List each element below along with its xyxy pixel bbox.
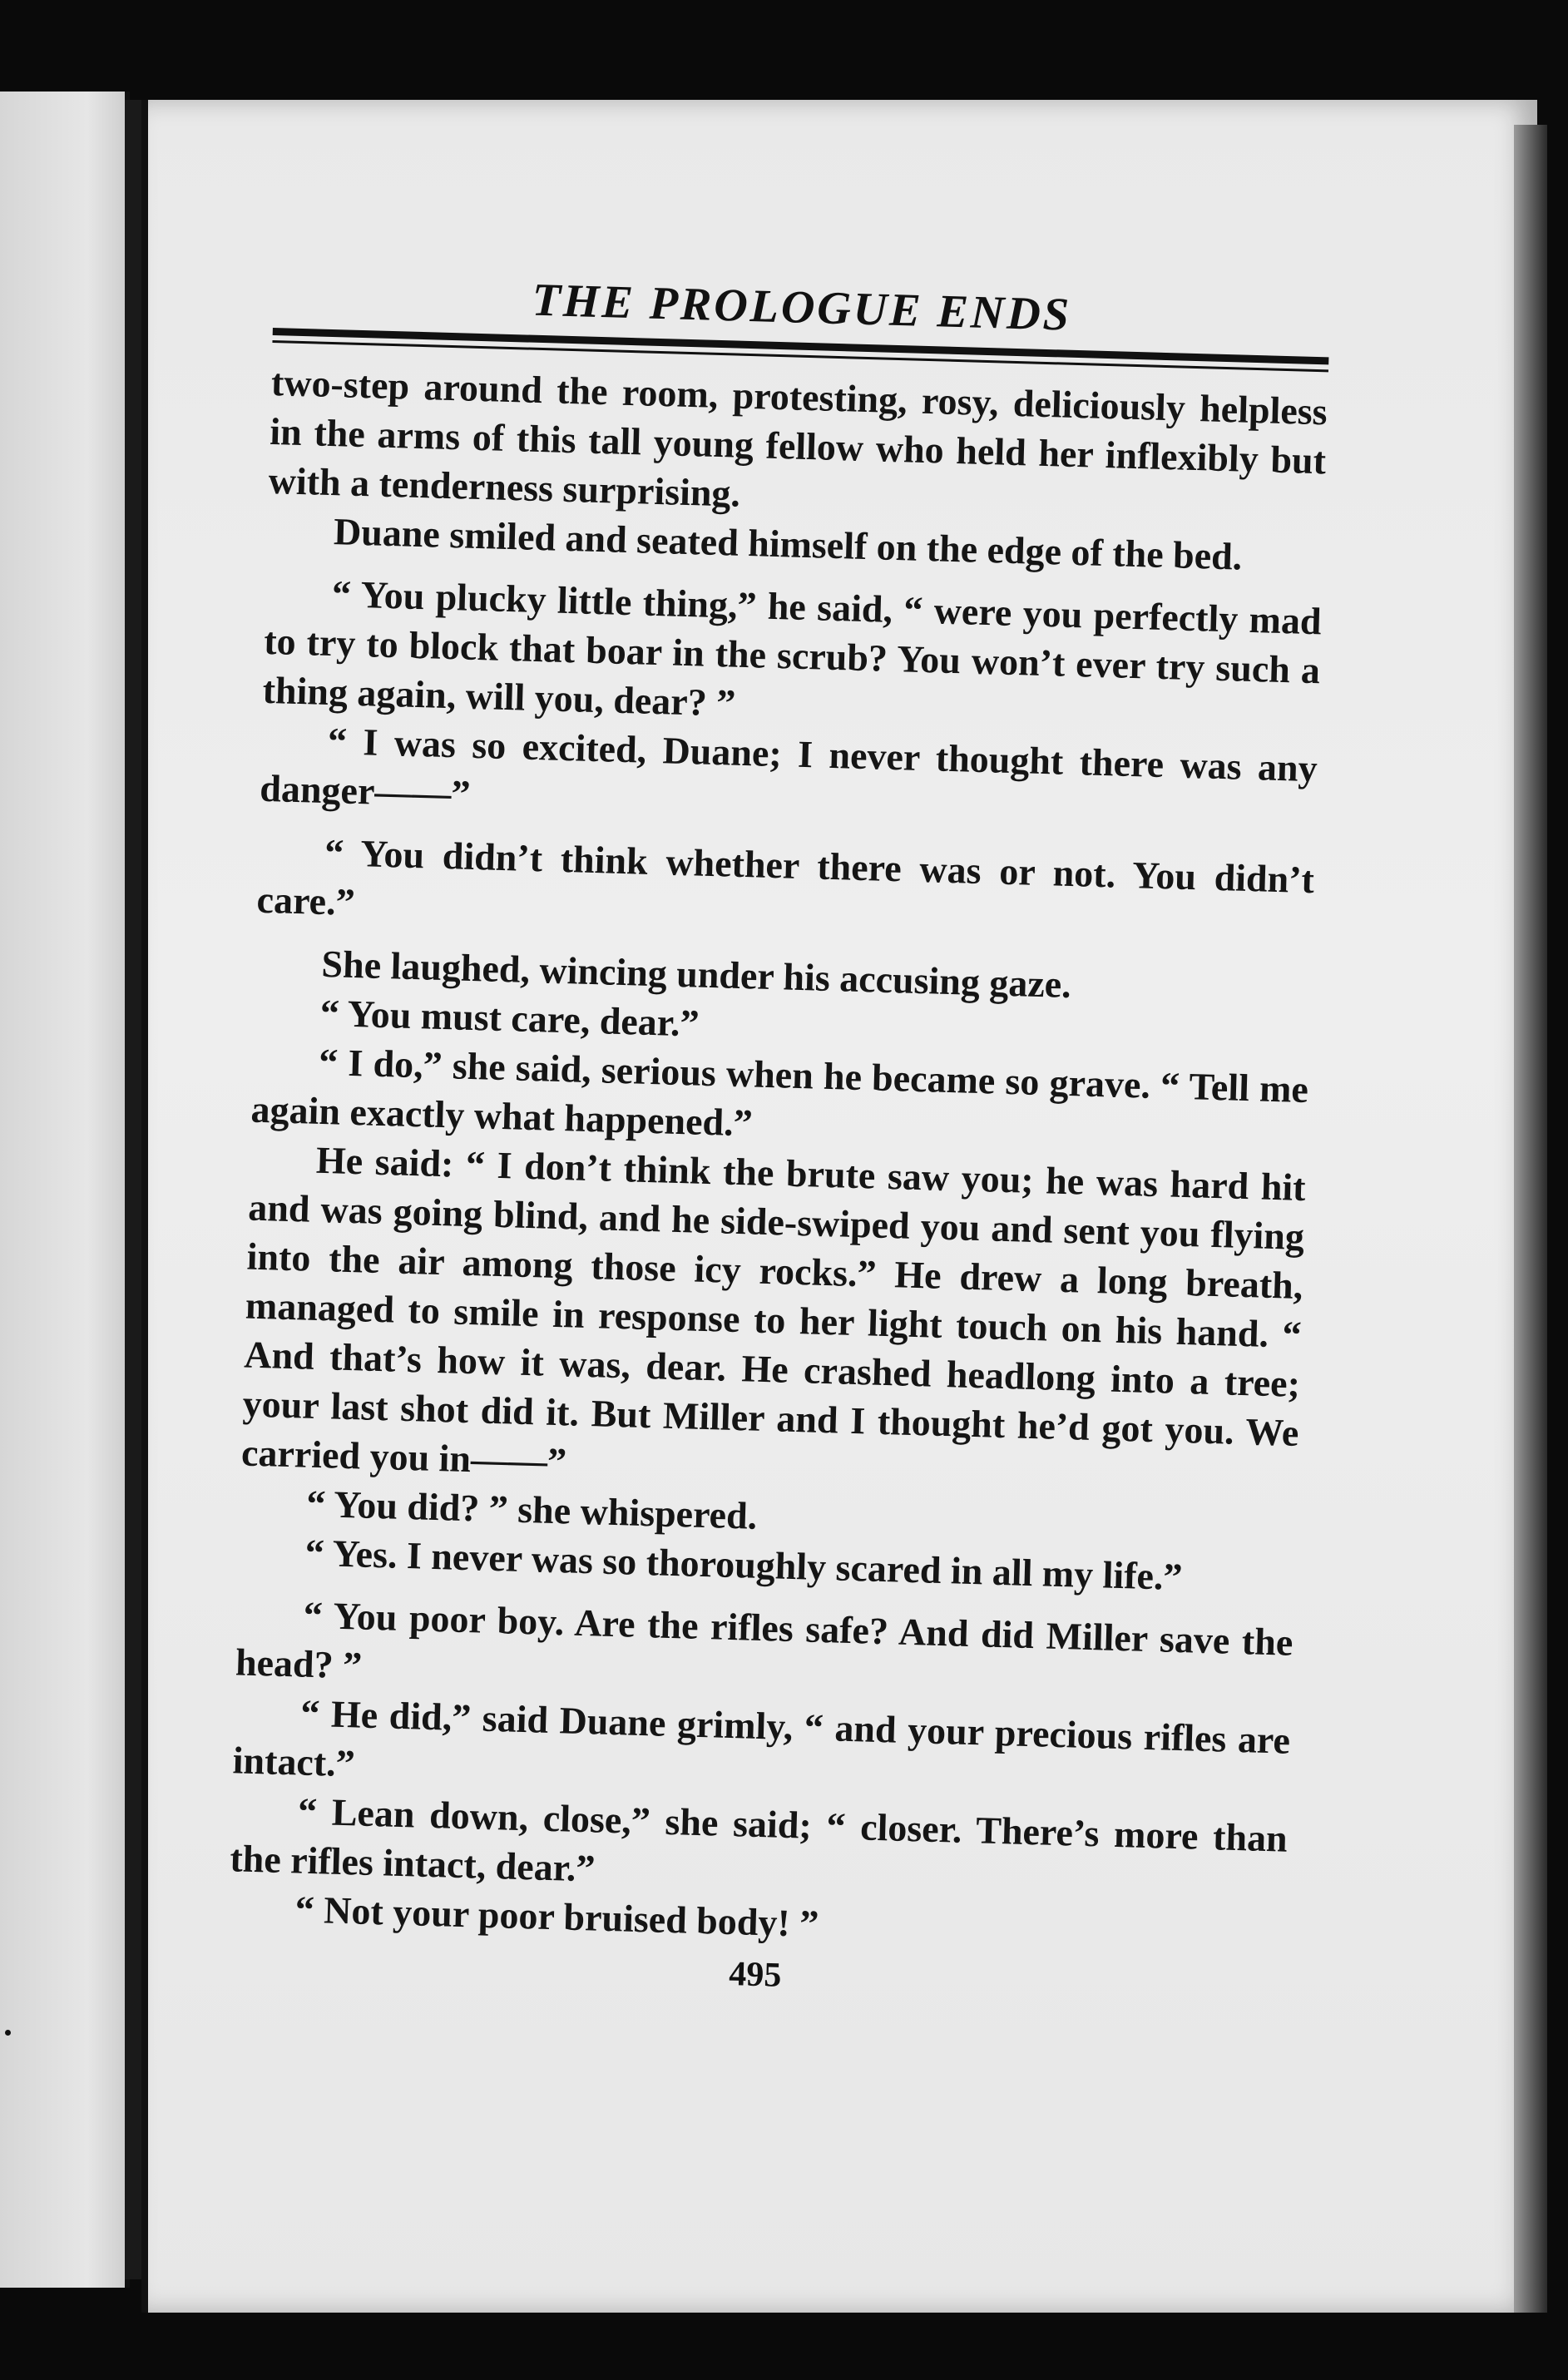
paragraph: Duane smiled and seated himself on the edge of the bed. <box>333 510 1243 578</box>
paragraph: two-step around the room, protesting, rosy, deliciously helpless in the arms of this tall young fellow who held her inflexibly but with a tenderness surprising. <box>268 360 1328 515</box>
paragraph: “ You did? ” she whispered. <box>305 1482 758 1537</box>
paragraph: “ You plucky little thing,” he said, “ were you perfectly mad to try to block that boar in the scrub? You won’t ever try such a thing again, will you, dear? ” <box>262 572 1323 725</box>
paragraph: “ You poor boy. Are the rifles safe? And did Miller save the head? ” <box>235 1593 1293 1687</box>
paragraph: “ You didn’t think whether there was or not. You didn’t care.” <box>256 830 1315 923</box>
paragraph: “ I do,” she said, serious when he became so grave. “ Tell me again exactly what happened.” <box>250 1040 1309 1145</box>
paragraph: “ You must care, dear.” <box>319 991 700 1045</box>
paragraph: “ He did,” said Duane grimly, “ and your precious rifles are intact.” <box>232 1691 1291 1785</box>
body-text <box>228 358 1328 1962</box>
margin-mark <box>5 2030 11 2036</box>
page-edge <box>1514 125 1547 2313</box>
page-number: 495 <box>728 1955 783 1995</box>
paragraph: “ Lean down, close,” she said; “ closer. There’s more than the rifles intact, dear.” <box>229 1789 1289 1890</box>
paragraph: “ I was so excited, Duane; I never thought there was any danger——” <box>259 720 1318 815</box>
paragraph: She laughed, wincing under his accusing gaze. <box>320 942 1072 1007</box>
paragraph: He said: “ I don’t think the brute saw you; he was hard hit and was going blind, and he side-swiped you and sent you flying into the air among those icy rocks.” He drew a long breath, managed to smile in response to her light touch on his hand. “ And that’s how it was, dear. He crashed headlong into a tree; your last shot did it. But Miller and I thought he’d got you. We carried you in——” <box>240 1138 1307 1483</box>
paragraph: “ Yes. I never was so thoroughly scared in all my life.” <box>304 1531 1184 1599</box>
facing-page <box>0 92 130 2288</box>
paragraph: “ Not your poor bruised body! ” <box>294 1888 819 1946</box>
page-content <box>226 266 1330 2010</box>
running-head: THE PROLOGUE ENDS <box>531 274 1072 341</box>
